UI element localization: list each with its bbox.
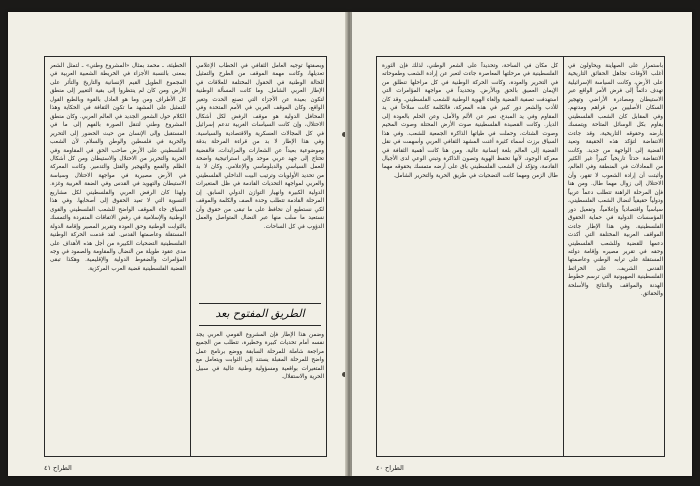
page-number-right: الطراح ٤٠ bbox=[376, 464, 404, 472]
left-page-column-inner-text: وبصفتها توجيه العامل الثقافي في الخطاب الإعلامي تعديلها، وكانت مهمة الموقف من الطرح والتمثيل للحالة الوطنية في الحقول المختلفة للعلاقات في الإطار العربي الشامل. وما كانت المسألة الوطنية لتكون بعيدة عن الأجزاء التي تصنع الحدث وتغير الواقع، وكان الموقف العربي في الأمم المتحدة وفي المحافل الدولية هو موقف الرفض لكل أشكال الاحتلال، وإن كانت السياسات الغربية تدعم إسرائيل في كل المجالات العسكرية والاقتصادية والسياسية. وفي هذا الإطار لا بد من قراءة المرحلة بدقة وموضوعية بعيداً عن الشعارات والمزايدات، فالقضية تحتاج إلى جهد عربي موحد وإلى استراتيجية واضحة للعمل السياسي والدبلوماسي والإعلامي. وكان لا بد من تحديد الأولويات وترتيب البيت الداخلي الفلسطيني والعربي لمواجهة التحديات القادمة في ظل المتغيرات الدولية الكبيرة وانهيار التوازن الدولي السابق. إن المرحلة القادمة تتطلب وحدة الصف والكلمة والموقف لكي نستطيع أن نحافظ على ما تبقى من حقوق وأن نستعيد ما سلب منها عبر النضال المتواصل والعمل الدؤوب في كل الساحات. bbox=[196, 63, 324, 230]
right-page-column-outer-text: باستمرار على الصهاينة ويحاولون في أغلب الأوقات تجاهل الحقائق التاريخية على الأرض، وكانت السياسة الإسرائيلية تهدف دائماً إلى فرض الأمر الواقع عبر الاستيطان ومصادرة الأراضي وتهجير السكان الأصليين من قراهم ومدنهم. وفي المقابل كان الشعب الفلسطيني يقاوم بكل الوسائل المتاحة ويتمسك بأرضه وحقوقه التاريخية، وقد جاءت الانتفاضة لتؤكد هذه الحقيقة وتعيد القضية إلى الواجهة من جديد. وكانت الانتفاضة حدثاً تاريخياً كبيراً غير الكثير من المعادلات في المنطقة وفي العالم، وأثبتت أن إرادة الشعوب لا تقهر، وأن الاحتلال إلى زوال مهما طال. ومن هنا فإن المرحلة الراهنة تتطلب دعماً عربياً ودولياً حقيقياً لنضال الشعب الفلسطيني، سياسياً واقتصادياً وإعلامياً، وتفعيل دور المؤسسات الدولية في حماية الحقوق الفلسطينية. وفي هذا الإطار جاءت المواقف العربية المختلفة التي أكدت دعمها للقضية وللشعب الفلسطيني وحقه في تقرير مصيره وإقامة دولته المستقلة على ترابه الوطني وعاصمتها القدس الشريف. على الخرائط الفلسطينية الصهيونية التي ترسم خطوط الهدنة والمواقف والنتائج والأسلحة والحقائق. bbox=[568, 63, 663, 298]
column-divider bbox=[190, 57, 191, 456]
right-page-text-frame bbox=[376, 56, 665, 457]
left-page-column-inner-after-text: وضمن هذا الإطار فإن المشروع القومي العربي يجد نفسه أمام تحديات كبيرة وخطيرة، تتطلب من الجميع مراجعة شاملة للمرحلة السابقة ووضع برنامج عمل واضح للمرحلة المقبلة يستند إلى الثوابت ويتعامل مع المتغيرات بواقعية ومسؤولية وطنية عالية في سبيل الحرية والاستقلال. bbox=[196, 332, 324, 381]
left-page-column-outer bbox=[50, 62, 186, 451]
left-page-text-frame bbox=[44, 56, 327, 457]
left-page-column-inner-top bbox=[196, 62, 324, 294]
column-divider bbox=[563, 57, 564, 456]
left-page bbox=[8, 12, 346, 476]
right-page-column-inner-text: كل مكان في الساحة، وتحديداً على الشعر الوطني، لذلك فإن الثورة الفلسطينية في مرحلتها المعاصرة جاءت لتعبر عن إرادة الشعب وطموحاته في التحرير والعودة، وكانت الحركة الوطنية في كل مراحلها تنطلق من الإيمان العميق بالحق وبالأرض. وتحديداً في مواجهة المؤامرات التي استهدفت تصفية القضية وإلغاء الهوية الوطنية للشعب الفلسطيني. وقد كان للأدب والشعر دور كبير في هذه المعركة، فالكلمة كانت سلاحاً في يد المقاوم وفي يد المبدع، تعبر عن الألم والأمل، وعن الحلم بالعودة إلى الديار. وكانت القصيدة الفلسطينية صوت الأرض المحتلة وصوت المخيم وصوت الشتات، وحملت في طياتها الذاكرة الجمعية للشعب. وفي هذا السياق برزت أسماء كثيرة أغنت المشهد الثقافي العربي وأسهمت في نقل القضية إلى العالم بلغة إنسانية عالية. ومن هنا كانت أهمية الثقافة في معركة الوجود، لأنها تحفظ الهوية وتصون الذاكرة وتبني الوعي لدى الأجيال القادمة، وتؤكد أن الشعب الفلسطيني باق على أرضه متمسك بحقوقه مهما طال الزمن ومهما كانت التضحيات في طريق الحرية والتحرير الشامل. bbox=[382, 63, 558, 179]
section-subheading: الطريق المفتوح بعد bbox=[215, 307, 305, 320]
subheading-rule-bottom bbox=[199, 325, 321, 326]
right-page bbox=[352, 12, 692, 476]
left-page-column-inner-bottom bbox=[196, 331, 324, 451]
left-page-column-outer-text: الخطيئة، ـ محمد بمثال «المشروع وطني» ـ لتمثل الشعر بمعنى بالنسبة الأجزاء في الخريطة الشعبية العربية في المجموع الطويل القيم الإنسانية والتاريخ والتأثر على الأرض ومن كان لم ينتظروا إلى بقية التغيير إلى منطق كل الأطراف ومن وما هو العادل بالقوة وبالطبع القول للتمثيل على المشهد ما تكون الثقافة في الحكاية وهذا الكلام حول الشعور الجديد في العالم العربي. وكان منطق المشروع وطني لتنقل الصورة بالفهم إلى ما في المستقبل وإلى الإنسان من حيث الحضور إلى التحرير والحرية في فلسطين والوطن والسلام. لأن الشعب الفلسطيني على الأرض صاحب الحق في المقاومة وفي الحرية والتحرير من الاحتلال والاستيطان ومن كل أشكال الظلم والقمع والتهجير والقتل والتدمير. وكانت المعركة في الأرض مصيرية في مواجهة الاحتلال وسياسة الاستيطان والتهويد في القدس وفي الضفة الغربية وغزة. ولهذا كان الرفض العربي والفلسطيني لكل مشاريع التسوية التي لا تعيد الحقوق إلى أصحابها. وفي هذا السياق جاء الموقف الواضح للشعب الفلسطيني والقوى الوطنية والإسلامية في رفض الاتفاقات المنفردة والتمسك بالثوابت الوطنية وحق العودة وتقرير المصير وإقامة الدولة المستقلة وعاصمتها القدس. لقد قدمت الحركة الوطنية الفلسطينية التضحيات الكبيرة من أجل هذه الأهداف على مدى عقود طويلة من النضال والمقاومة والصمود في وجه المؤامرات والضغوط الدولية والإقليمية. وهكذا تبقى القضية الفلسطينية قضية العرب المركزية. bbox=[50, 63, 186, 272]
subheading-rule-top bbox=[199, 303, 321, 304]
page-number-left: الطراح ٤١ bbox=[44, 464, 72, 472]
right-page-column-outer bbox=[568, 62, 663, 451]
right-page-column-inner bbox=[382, 62, 558, 451]
